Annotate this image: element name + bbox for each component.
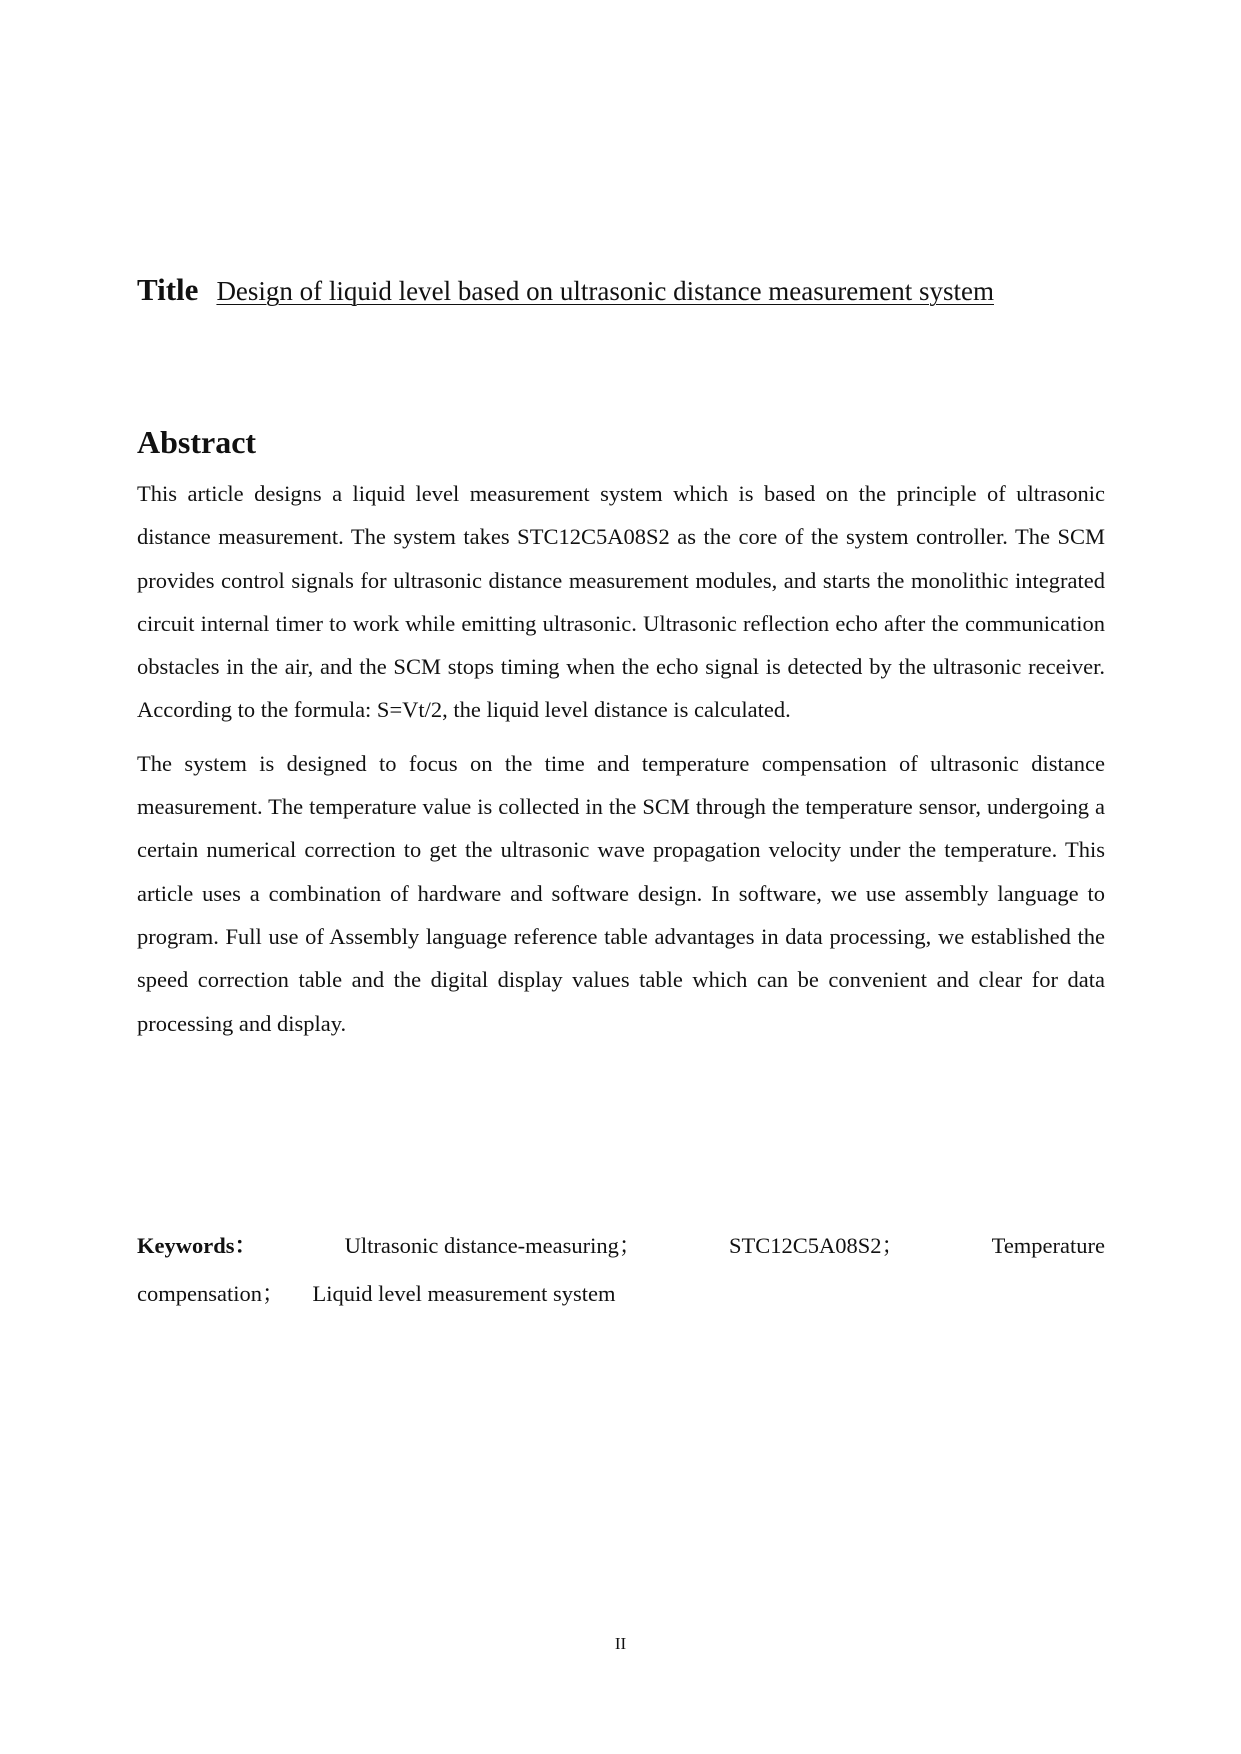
abstract-paragraph-1: This article designs a liquid level measurement system which is based on the principle of ultrasonic distance measurement. The system takes STC12C5A08S2 as the core of the system controller. The SCM provides control signals for ultrasonic distance measurement modules, and starts the monolithic integrated circuit internal timer to work while emitting ultrasonic. Ultrasonic reflection echo after the communication obstacles in the air, and the SCM stops timing when the echo signal is detected by the ultrasonic receiver. According to the formula: S=Vt/2, the liquid level distance is calculated. <box>137 481 1105 723</box>
keywords-separator: ： <box>234 1233 258 1258</box>
keywords-label: Keywords <box>137 1233 235 1258</box>
title-label: Title <box>137 272 199 307</box>
title-row <box>137 272 1117 308</box>
abstract-heading: Abstract <box>137 424 257 460</box>
keywords-heading <box>137 1222 257 1270</box>
keyword-item: compensation； <box>137 1281 285 1306</box>
abstract-body <box>137 472 1105 1055</box>
thesis-title: Design of liquid level based on ultrasonic distance measurement system <box>216 276 994 306</box>
keyword-item: Temperature <box>991 1233 1105 1258</box>
abstract-paragraph-2: The system is designed to focus on the time and temperature compensation of ultrasonic distance measurement. The temperature value is collected in the SCM through the temperature sensor, undergoing a certain numerical correction to get the ultrasonic wave propagation velocity under the temperature. This article uses a combination of hardware and software design. In software, we use assembly language to program. Full use of Assembly language reference table advantages in data processing, we established the speed correction table and the digital display values table which can be convenient and clear for data processing and display. <box>137 750 1105 1036</box>
keywords-line-1 <box>137 1222 1105 1270</box>
keywords-section <box>137 1222 1105 1318</box>
keywords-line-2 <box>137 1270 1105 1318</box>
keyword-item: Ultrasonic distance-measuring； <box>344 1233 642 1258</box>
keyword-item: STC12C5A08S2； <box>729 1233 905 1258</box>
page-number: II <box>614 1634 627 1653</box>
keyword-item: Liquid level measurement system <box>312 1281 616 1306</box>
